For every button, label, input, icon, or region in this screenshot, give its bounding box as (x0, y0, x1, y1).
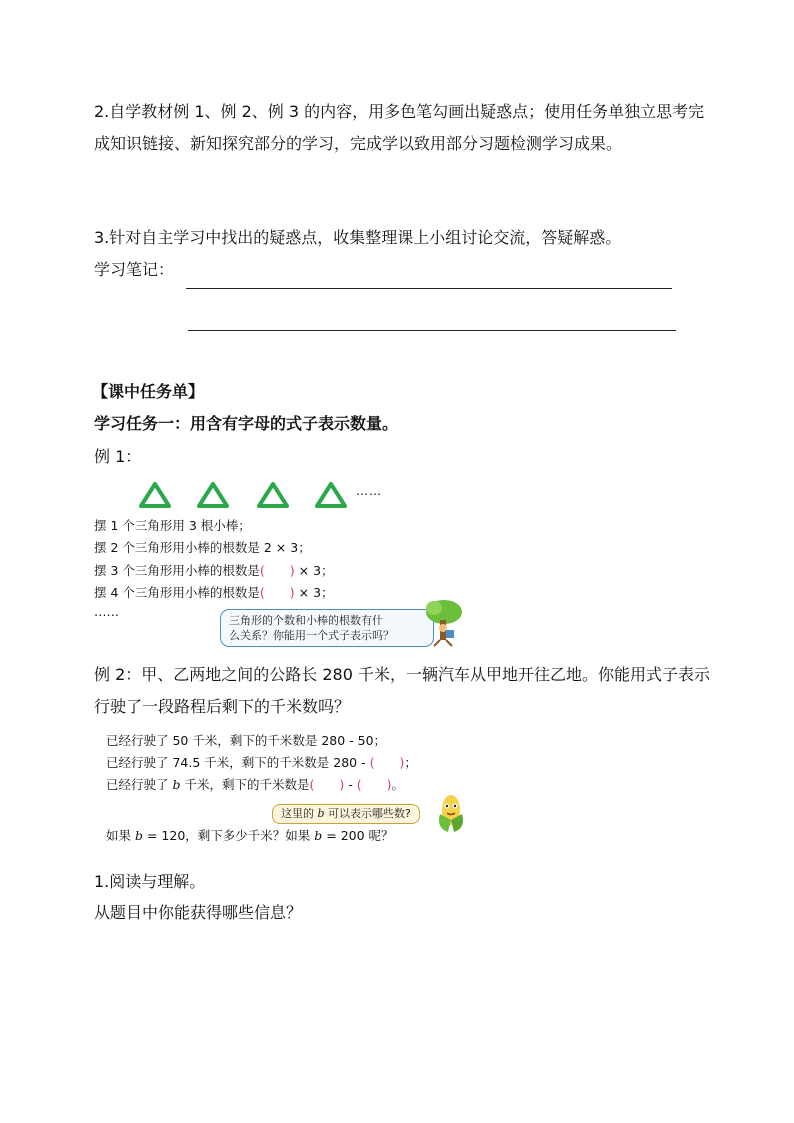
ex1-row-3: 摆 3 个三角形用小棒的根数是( ) × 3； (94, 563, 334, 578)
blank-paren: ( ) (309, 777, 345, 792)
example-2-line-2: 行驶了一段路程后剩下的千米数吗？ (94, 697, 351, 716)
example-2-line-1: 例 2：甲、乙两地之间的公路长 280 千米，一辆汽车从甲地开往乙地。你能用式子表示 (94, 665, 710, 684)
triangle-icon (314, 480, 348, 510)
paragraph-2-line-1: 2.自学教材例 1、例 2、例 3 的内容，用多色笔勾画出疑惑点；使用任务单独立思考完 (94, 102, 705, 121)
task-1-title: 学习任务一：用含有字母的式子表示数量。 (94, 414, 399, 433)
blank-paren: ( ) (369, 755, 405, 770)
corn-character-icon (434, 790, 468, 834)
blank-paren: ( ) (259, 563, 295, 578)
blank-paren: ( ) (356, 777, 392, 792)
paragraph-2-line-2: 成知识链接、新知探究部分的学习，完成学以致用部分习题检测学习成果。 (94, 134, 623, 153)
triangle-ellipsis: …… (356, 484, 382, 498)
ex1-row-4: 摆 4 个三角形用小棒的根数是( ) × 3； (94, 585, 334, 600)
ex2-row-1: 已经行驶了 50 千米，剩下的千米数是 280 - 50； (106, 733, 387, 748)
read-understand-title: 1.阅读与理解。 (94, 872, 206, 891)
ex1-row-1: 摆 1 个三角形用 3 根小棒； (94, 518, 251, 533)
ex1-speech-bubble: 三角形的个数和小棒的根数有什 么关系？你能用一个式子表示吗？ (220, 609, 434, 647)
ex1-row-2: 摆 2 个三角形用小棒的根数是 2 × 3； (94, 540, 311, 555)
triangle-row (138, 480, 398, 510)
example-1-label: 例 1： (94, 447, 142, 466)
paragraph-3-line-1: 3.针对自主学习中找出的疑惑点，收集整理课上小组讨论交流，答疑解惑。 (94, 228, 622, 247)
study-notes-label: 学习笔记： (94, 260, 175, 279)
triangle-icon (196, 480, 230, 510)
ex2-row-3: 已经行驶了 b 千米，剩下的千米数是( ) - ( )。 (106, 777, 404, 792)
ex2-question: 如果 b = 120，剩下多少千米？如果 b = 200 呢？ (106, 828, 394, 843)
notes-line-2 (188, 330, 676, 331)
tree-character-icon (420, 598, 466, 648)
section-title: 【课中任务单】 (92, 382, 205, 401)
read-understand-question: 从题目中你能获得哪些信息？ (94, 903, 303, 922)
triangle-icon (256, 480, 290, 510)
ex2-speech-bubble: 这里的 b 可以表示哪些数? (272, 804, 420, 824)
blank-paren: ( ) (259, 585, 295, 600)
triangle-icon (138, 480, 172, 510)
notes-line-1 (186, 288, 672, 289)
ex1-more-ellipsis: …… (94, 604, 119, 619)
ex2-row-2: 已经行驶了 74.5 千米，剩下的千米数是 280 - ( )； (106, 755, 417, 770)
